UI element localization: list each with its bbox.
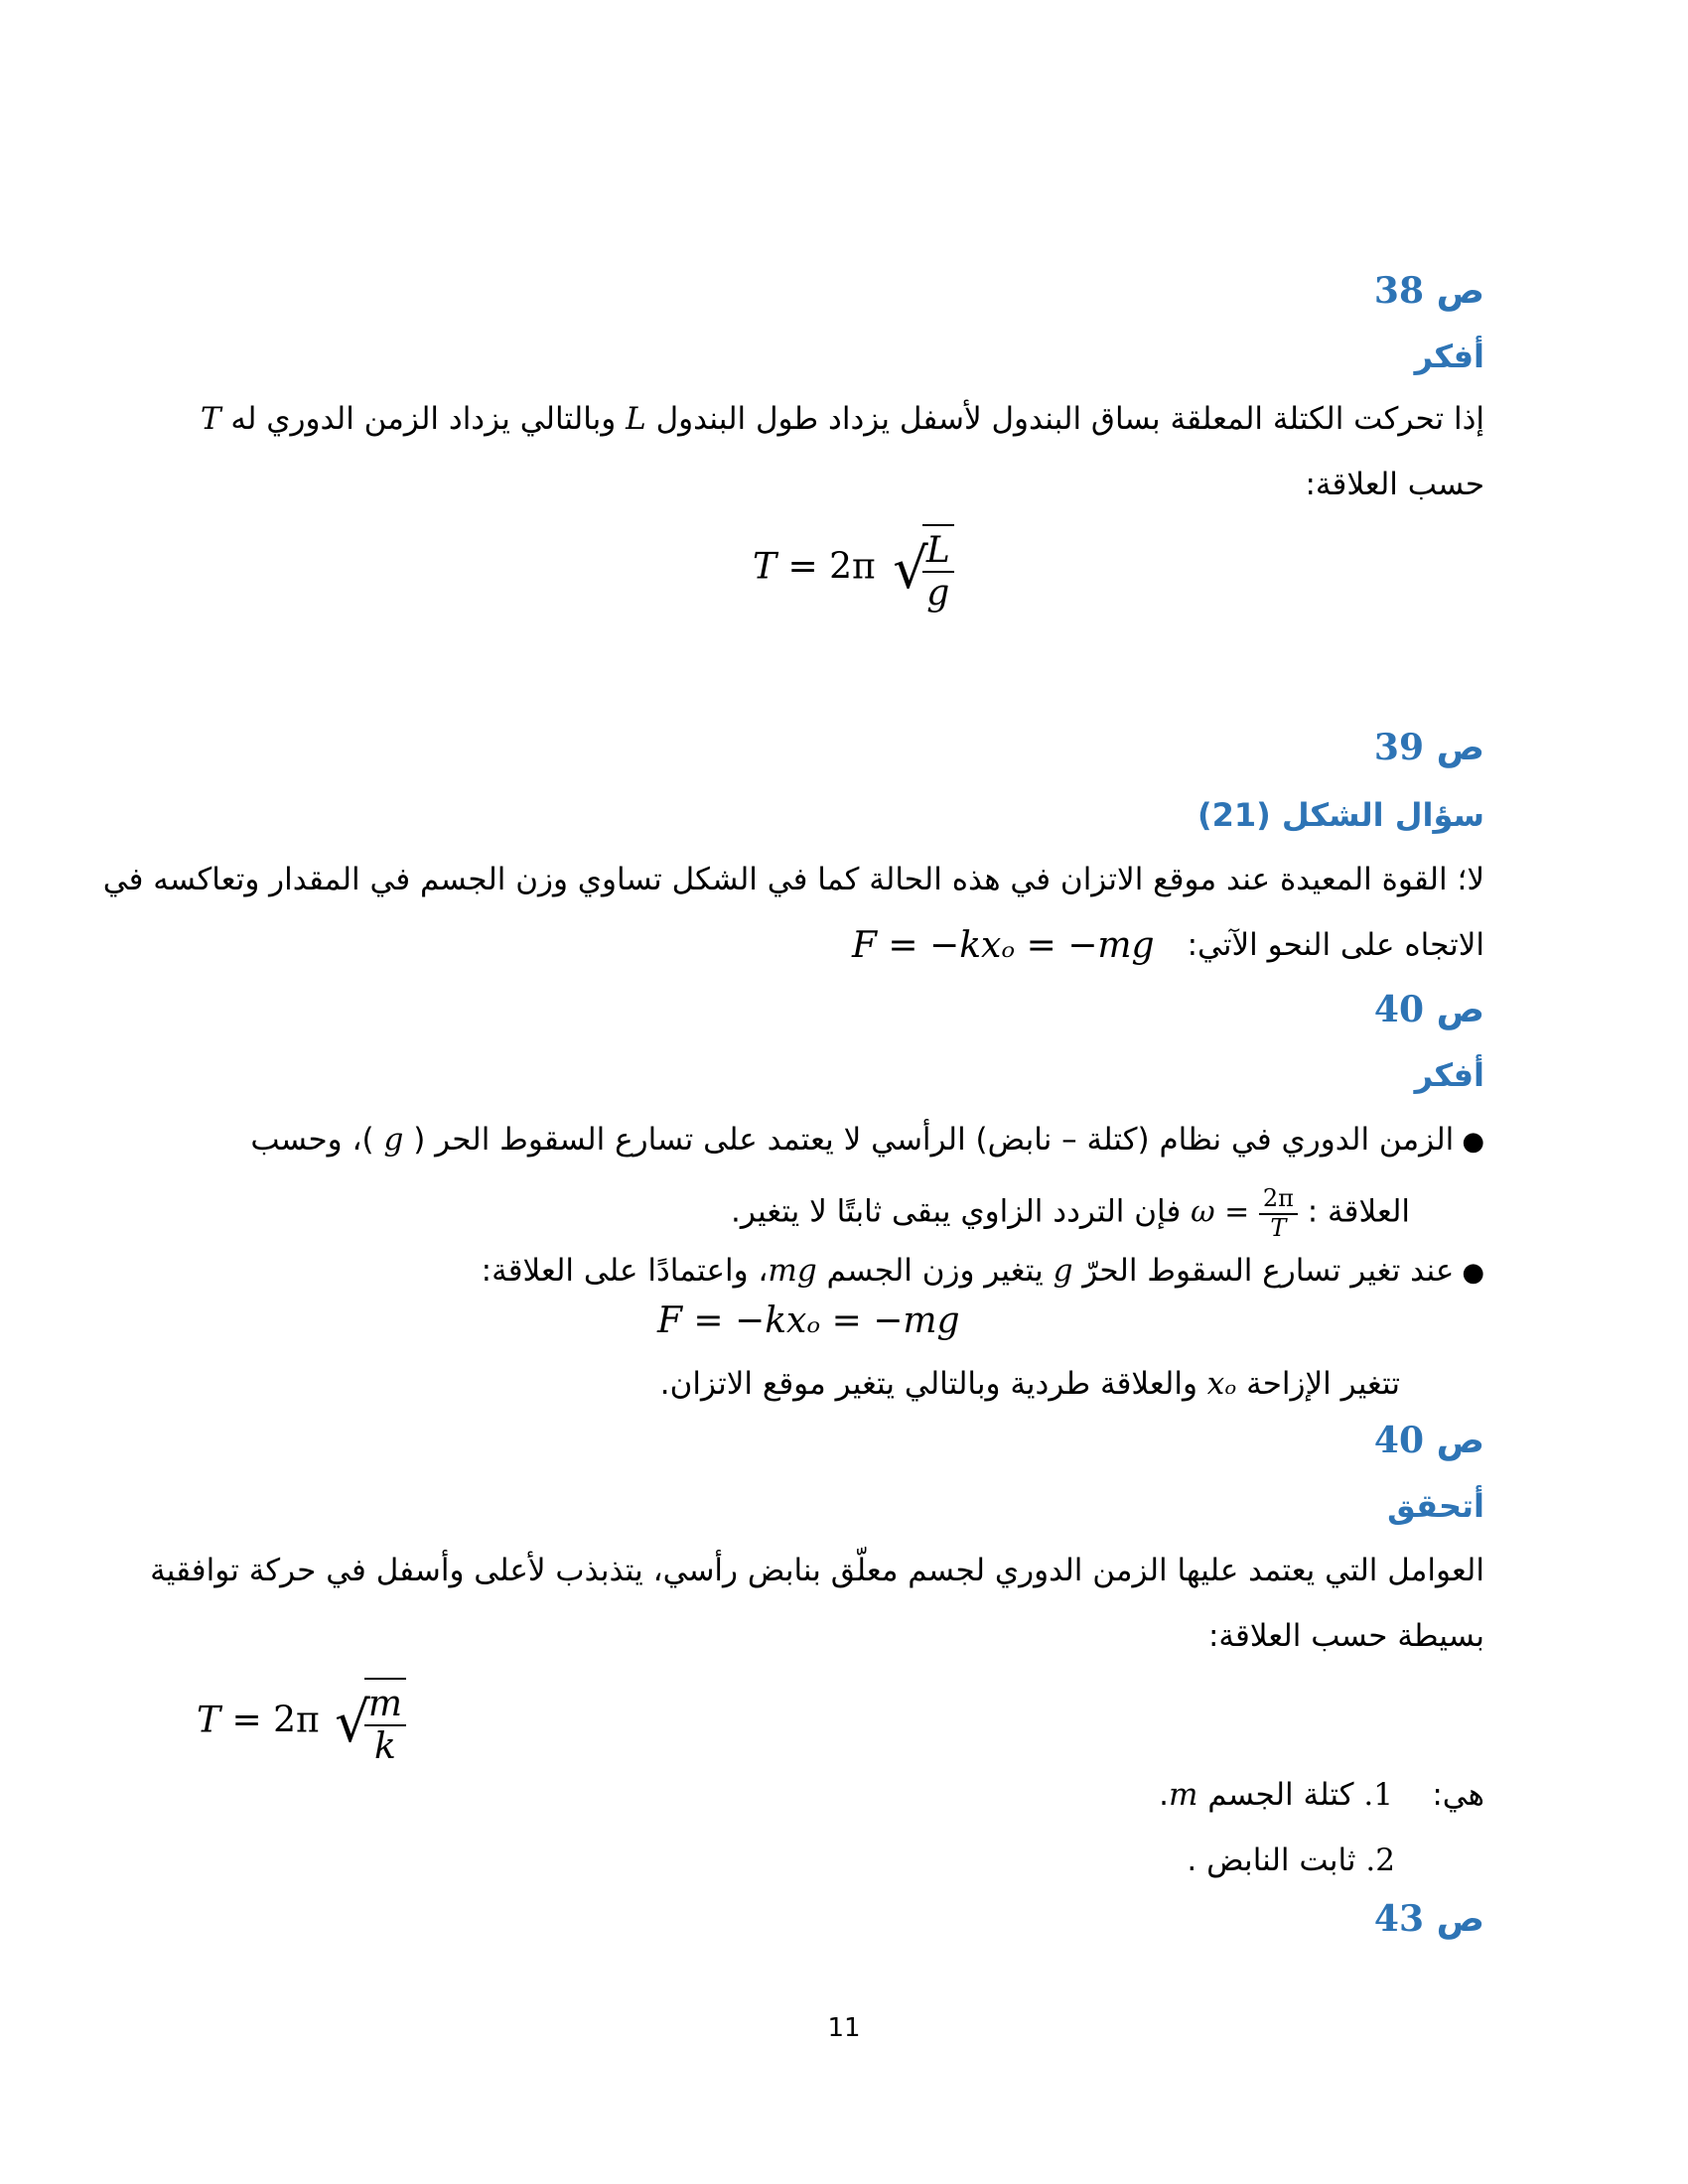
- bullet-icon: ●: [1462, 1127, 1484, 1157]
- page-ref-number: 43: [1373, 1898, 1425, 1940]
- list-item: [1159, 1777, 1484, 1814]
- text-span: فإن التردد الزاوي يبقى ثابتًا لا يتغير.: [731, 1193, 1182, 1230]
- bullet-continuation: [660, 1366, 1400, 1403]
- list-number: 2.: [1365, 1843, 1395, 1878]
- formula-fraction: [364, 1678, 406, 1768]
- fraction-numerator: 2π: [1259, 1185, 1298, 1215]
- variable-L: L: [626, 401, 646, 437]
- formula-coefficient: 2π: [273, 1700, 320, 1741]
- fraction-denominator: k: [373, 1726, 396, 1768]
- text-span: .: [1159, 1777, 1169, 1813]
- variable-m: m: [1169, 1777, 1198, 1813]
- bullet-item: [482, 1253, 1484, 1290]
- formula-lhs: ω: [1191, 1194, 1215, 1230]
- text-span: تتغير الإزاحة: [1246, 1366, 1400, 1402]
- page-ref-40: [1374, 989, 1484, 1031]
- variable-x0: xₒ: [1206, 1366, 1237, 1402]
- formula-fraction: [1259, 1185, 1298, 1242]
- text-span: ، واعتمادًا على العلاقة:: [481, 1253, 769, 1289]
- paragraph-line: العوامل التي يعتمد عليها الزمن الدوري لجسم معلّق بنابض رأسي، يتذبذب لأعلى وأسفل في حركة توافقية: [150, 1553, 1484, 1588]
- page-ref-label: ص: [1436, 990, 1484, 1030]
- fraction-numerator: L: [925, 530, 950, 571]
- page-ref-40-check: [1374, 1420, 1484, 1462]
- page-ref-number: 39: [1373, 727, 1425, 768]
- text-span: يتغير وزن الجسم: [826, 1253, 1044, 1289]
- text-span: كتلة الجسم: [1207, 1777, 1354, 1813]
- sqrt-sign: √: [335, 1690, 370, 1755]
- pendulum-period-formula: [753, 524, 954, 614]
- spring-period-formula: [197, 1678, 406, 1768]
- answer-intro: هي:: [1432, 1777, 1484, 1813]
- formula-lhs: T: [197, 1700, 221, 1741]
- formula-equals: =: [231, 1700, 262, 1741]
- page-ref-label: ص: [1436, 728, 1484, 768]
- page-ref-38: [1374, 270, 1484, 313]
- angular-frequency-formula: [1191, 1185, 1298, 1242]
- text-span: والعلاقة طردية وبالتالي يتغير موقع الاتزان.: [659, 1366, 1197, 1402]
- page-ref-39: [1374, 727, 1484, 769]
- variable-g: g: [383, 1122, 404, 1158]
- restoring-force-formula: F = −kxₒ = −mg: [657, 1300, 960, 1341]
- page-ref-number: 38: [1373, 270, 1425, 312]
- fraction-numerator: m: [367, 1684, 402, 1724]
- formula-fraction: [922, 524, 954, 614]
- variable-T: T: [200, 401, 221, 437]
- fraction-denominator: g: [926, 573, 950, 614]
- page-ref-number: 40: [1373, 1420, 1425, 1461]
- bullet-icon: ●: [1462, 1258, 1484, 1288]
- page-ref-label: ص: [1436, 271, 1484, 312]
- text-span: ثابت النابض .: [1187, 1843, 1356, 1878]
- variable-g: g: [1053, 1253, 1073, 1289]
- list-number: 1.: [1363, 1777, 1393, 1813]
- paragraph-line: حسب العلاقة:: [1305, 467, 1484, 502]
- paragraph-line: [200, 401, 1484, 438]
- text-span: )، وحسب: [250, 1122, 374, 1158]
- formula-coefficient: 2π: [829, 546, 876, 588]
- list-item: [1187, 1843, 1395, 1879]
- fraction-denominator: T: [1270, 1213, 1287, 1242]
- bullet-item: [184, 1122, 1484, 1159]
- paragraph-line: لا؛ القوة المعيدة عند موقع الاتزان في هذه الحالة كما في الشكل تساوي وزن الجسم في المقدار وتعاكسه في: [102, 862, 1484, 897]
- variable-mg: mg: [768, 1253, 817, 1289]
- page-ref-label: ص: [1436, 1899, 1484, 1940]
- sqrt-sign: √: [893, 536, 928, 602]
- formula-equals: =: [1224, 1194, 1250, 1230]
- text-span: العلاقة :: [1307, 1193, 1410, 1230]
- text-span: إذا تحركت الكتلة المعلقة بساق البندول لأسفل يزداد طول البندول: [655, 401, 1484, 437]
- restoring-force-formula: F = −kxₒ = −mg: [852, 925, 1155, 966]
- page-ref-number: 40: [1373, 989, 1425, 1030]
- formula-lhs: T: [753, 546, 777, 588]
- page-ref-label: ص: [1436, 1421, 1484, 1461]
- formula-equals: =: [787, 546, 818, 588]
- section-heading-figure-question: سؤال الشكل (21): [1196, 796, 1484, 834]
- section-heading-check: أتحقق: [1387, 1487, 1484, 1525]
- paragraph-line: بسيطة حسب العلاقة:: [1207, 1618, 1484, 1654]
- paragraph-line: الاتجاه على النحو الآتي:: [1187, 927, 1484, 963]
- page-number: 11: [827, 2013, 861, 2043]
- text-span: الزمن الدوري في نظام (كتلة – نابض) الرأسي لا يعتمد على تسارع السقوط الحر (: [413, 1122, 1455, 1158]
- section-heading-think-2: أفكر: [1414, 1056, 1484, 1094]
- text-span: وبالتالي يزداد الزمن الدوري له: [230, 401, 617, 437]
- section-heading-think-1: أفكر: [1414, 338, 1484, 375]
- page-ref-43: [1374, 1898, 1484, 1941]
- bullet-continuation: [731, 1185, 1410, 1242]
- text-span: عند تغير تسارع السقوط الحرّ: [1082, 1253, 1455, 1289]
